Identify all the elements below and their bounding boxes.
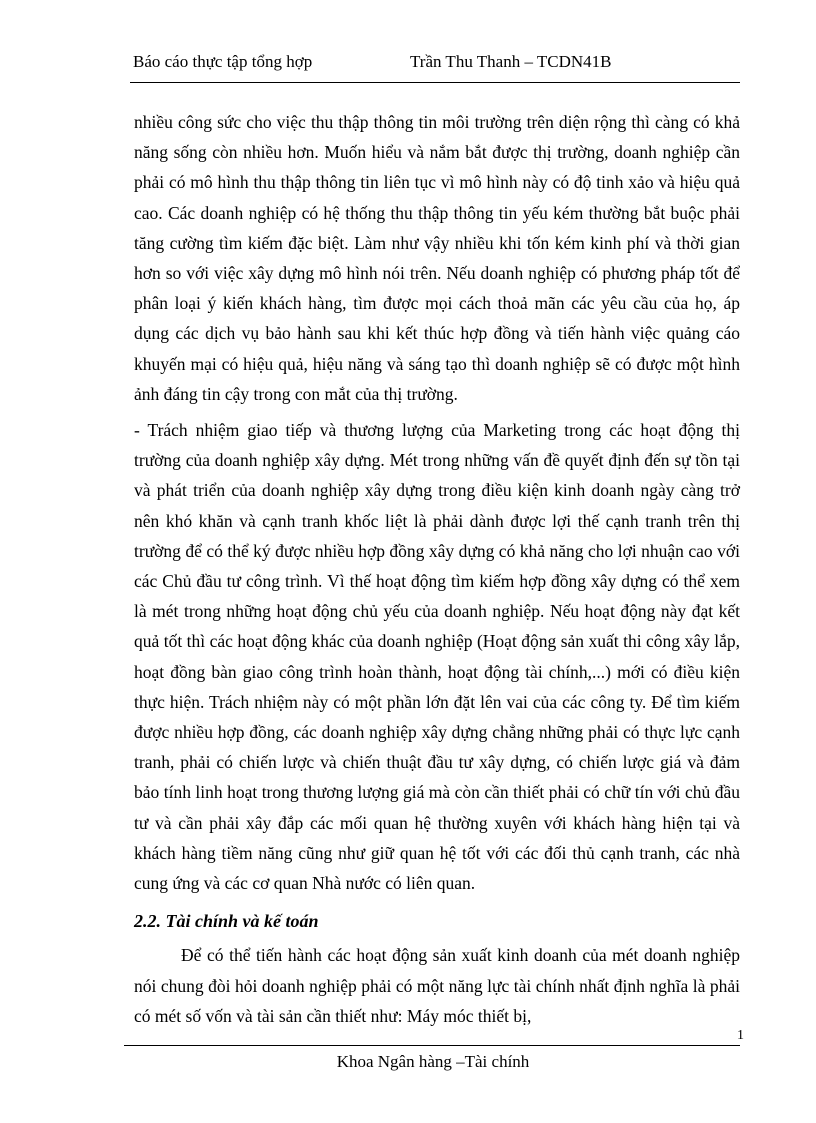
page-number: 1: [737, 1028, 744, 1043]
header-report-title: Báo cáo thực tập tổng hợp: [133, 52, 313, 71]
header-author: Trần Thu Thanh – TCDN41B: [410, 52, 612, 71]
page-header: [130, 52, 740, 83]
footer-department: Khoa Ngân hàng –Tài chính: [336, 1052, 530, 1071]
body-paragraph-1: nhiều công sức cho việc thu thập thông tin môi trường trên diện rộng thì càng có khả năng sống còn nhiều hơn. Muốn hiểu và nắm bắt được thị trường, doanh nghiệp cần phải có mô hình thu thập thông tin liên tục vì mô hình này có độ tinh xảo và hiệu quả cao. Các doanh nghiệp có hệ thống thu thập thông tin yếu kém thường bắt buộc phải tăng cường tìm kiếm đặc biệt. Làm như vậy nhiều khi tốn kém kinh phí và thời gian hơn so với việc xây dựng mô hình nói trên. Nếu doanh nghiệp có phương pháp tốt để phân loại ý kiến khách hàng, tìm được mọi cách thoả mãn các yêu cầu của họ, áp dụng các dịch vụ bảo hành sau khi kết thúc hợp đồng và tiến hành việc quảng cáo khuyến mại có hiệu quả, hiệu năng và sáng tạo thì doanh nghiệp sẽ có được một hình ảnh đáng tin cậy trong con mắt của thị trường.: [134, 112, 740, 404]
body-paragraph-2: - Trách nhiệm giao tiếp và thương lượng của Marketing trong các hoạt động thị trường của doanh nghiệp xây dựng. Mét trong những vấn đề quyết định đến sự tồn tại và phát triển của doanh nghiệp xây dựng trong điều kiện kinh doanh ngày càng trở nên khó khăn và cạnh tranh khốc liệt là phải dành được lợi thế cạnh tranh trên thị trường để có thể ký được nhiều hợp đồng xây dựng có khả năng cho lợi nhuận cao với các Chủ đầu tư công trình. Vì thế hoạt động tìm kiếm hợp đồng xây dựng có thể xem là mét trong những hoạt động chủ yếu của doanh nghiệp. Nếu hoạt động này đạt kết quả tốt thì các hoạt động khác của doanh nghiệp (Hoạt động sản xuất thi công xây lắp, hoạt đồng bàn giao công trình hoàn thành, hoạt động tài chính,...) mới có điều kiện thực hiện. Trách nhiệm này có một phần lớn đặt lên vai của các công ty. Để tìm kiếm được nhiều hợp đồng, các doanh nghiệp xây dựng chẳng những phải có thực lực cạnh tranh, phải có chiến lược và chiến thuật đầu tư xây dựng, có chiến lược giá và đảm bảo tính linh hoạt trong thương lượng giá mà còn cần thiết phải có chữ tín với chủ đầu tư và cần phải xây đắp các mối quan hệ thường xuyên với khách hàng hiện tại và khách hàng tiềm năng cũng như giữ quan hệ tốt với các đối thủ cạnh tranh, các nhà cung ứng và các cơ quan Nhà nước có liên quan.: [134, 420, 740, 894]
body-paragraph-3: Để có thể tiến hành các hoạt động sản xuất kinh doanh của mét doanh nghiệp nói chung đòi hỏi doanh nghiệp phải có một năng lực tài chính nhất định nghĩa là phải có mét số vốn và tài sản cần thiết như: Máy móc thiết bị,: [134, 945, 740, 1026]
section-heading: 2.2. Tài chính và kế toán: [134, 911, 319, 932]
footer-divider: [124, 1045, 740, 1046]
document-body: [134, 107, 740, 1031]
